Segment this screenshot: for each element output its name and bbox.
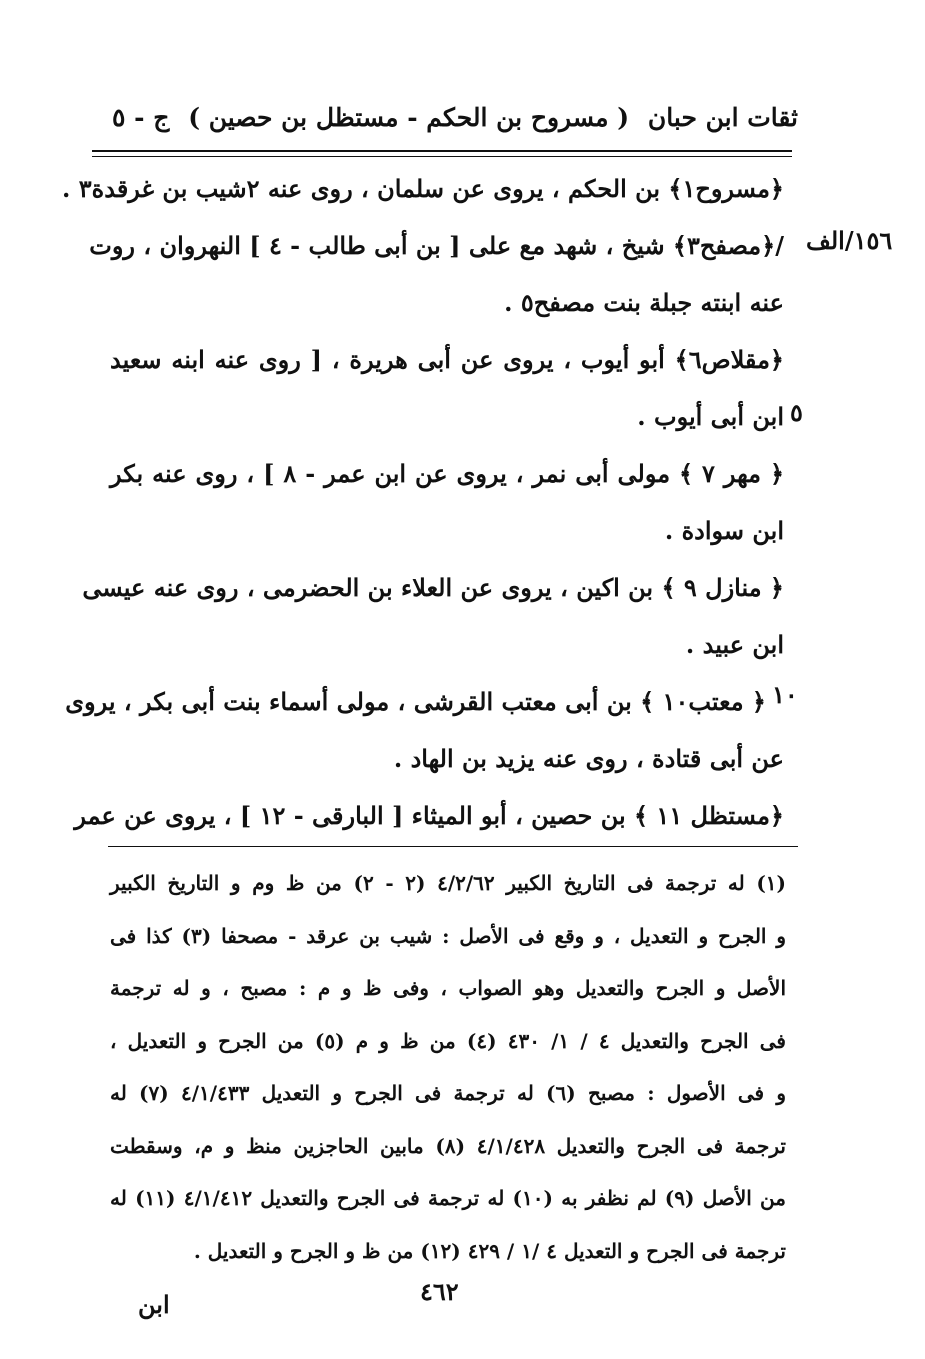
- book-title: ثقات ابن حبان: [647, 102, 798, 132]
- footnote-line: ترجمة فى الجرح والتعديل ٤/١/٤٢٨ (٨) مابين الحاجزين منظ و م، وسقطت: [110, 1133, 786, 1158]
- footnotes: [110, 857, 786, 1277]
- catchword: ابن: [138, 1290, 170, 1319]
- text-line: عنه ابنته جبلة بنت مصفح٥ .: [504, 288, 784, 317]
- text-line: ﴿ مهر ٧ ﴾ مولى أبى نمر ، يروى عن ابن عمر - ٨ ] ، روى عنه بكر: [110, 459, 785, 488]
- text-line: ابن عبيد .: [685, 630, 784, 659]
- running-header: [112, 96, 798, 138]
- margin-folio-ref: ١٥٦/الف: [806, 226, 893, 255]
- footnote-line: الأصل و الجرح والتعديل وهو الصواب ، وفى ظ و م : مصبح ، و له ترجمة: [110, 976, 786, 1000]
- header-rule-thin: [92, 156, 792, 157]
- text-line: ﴿مسروح١﴾ بن الحكم ، يروى عن سلمان ، روى عنه ٢شيب بن غرقدة٣ .: [62, 174, 784, 203]
- text-line: ﴿مقلاص٦﴾ أبو أيوب ، يروى عن أبى هريرة ، [ روى عنه ابنه سعيد: [110, 345, 784, 374]
- text-line: /﴿مصفح٣﴾ شيخ ، شهد مع على [ بن أبى طالب - ٤ ] النهروان ، روت: [89, 231, 784, 260]
- footnote-separator: [108, 846, 798, 847]
- text-line: ابن أبى أيوب .: [637, 402, 784, 431]
- header-rule: [92, 150, 792, 152]
- page-number: ٤٦٢: [420, 1277, 459, 1306]
- margin-line-number-10: ١٠: [772, 680, 798, 709]
- entry-range: ( مسروح بن الحكم - مستظل بن حصين ): [188, 102, 630, 132]
- footnote-line: من الأصل (٩) لم نظفر به (١٠) له ترجمة فى الجرح والتعديل ٤/١/٤١٢ (١١) له: [110, 1186, 786, 1210]
- text-line: عن أبى قتادة ، روى عنه يزيد بن الهاد .: [393, 744, 784, 773]
- text-line: ﴿ منازل ٩ ﴾ بن اكين ، يروى عن العلاء بن الحضرمى ، روى عنه عيسى: [82, 573, 784, 602]
- text-line: ﴿مستظل ١١ ﴾ بن حصين ، أبو الميثاء [ البارقى - ١٢ ] ، يروى عن عمر: [74, 801, 784, 830]
- margin-line-number-5: ٥: [790, 398, 803, 427]
- text-line: ﴿ معتب١٠ ﴾ بن أبى معتب القرشى ، مولى أسماء بنت أبى بكر ، يروى: [65, 687, 766, 716]
- footnote-line: و فى الأصول : مصبح (٦) له ترجمة فى الجرح و التعديل ٤/١/٤٣٣ (٧) له: [110, 1081, 787, 1105]
- footnote-line: و الجرح و التعديل ، و وقع فى الأصل : شيب بن عرقد - مصحفا (٣) كذا فى: [110, 923, 787, 948]
- footnote-line: ترجمة فى الجرح و التعديل ٤ /١ / ٤٢٩ (١٢) من ظ و الجرح و التعديل .: [193, 1238, 786, 1263]
- volume-label: ج - ٥: [112, 102, 170, 132]
- footnote-line: فى الجرح والتعديل ٤ / ١/ ٤٣٠ (٤) من ظ و م (٥) من الجرح و التعديل ،: [110, 1028, 786, 1053]
- main-text: [62, 160, 785, 844]
- text-line: ابن سوادة .: [664, 516, 784, 545]
- footnote-line: (١) له ترجمة فى التاريخ الكبير ٤/٢/٦٢ (٢ - ٢) من ظ وم و التاريخ الكبير: [110, 871, 786, 895]
